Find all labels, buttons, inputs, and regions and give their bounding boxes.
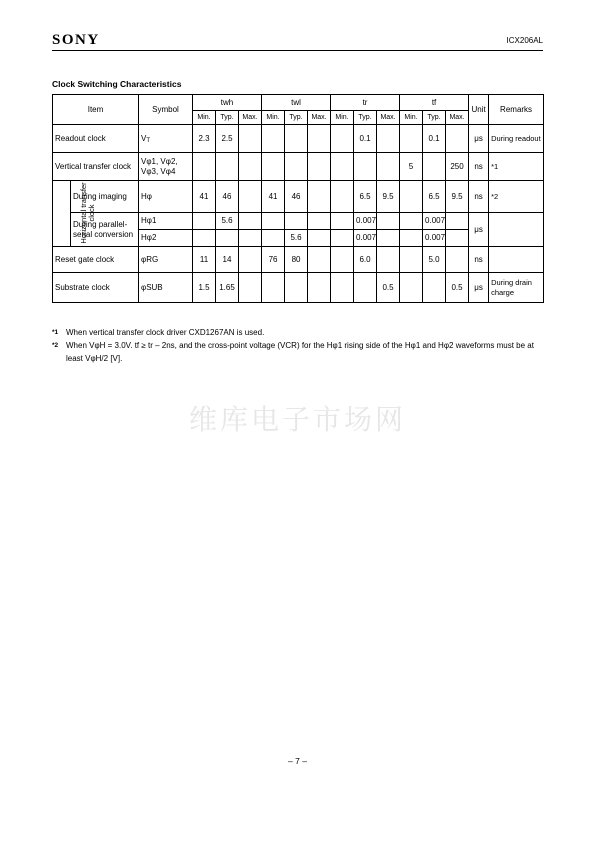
value-cell [354, 273, 377, 303]
row-symbol: Vφ1, Vφ2, Vφ3, Vφ4 [139, 153, 193, 181]
value-cell: 0.5 [446, 273, 469, 303]
page-number: – 7 – [288, 756, 307, 766]
value-cell [331, 230, 354, 247]
value-cell: 6.0 [354, 247, 377, 273]
value-cell: 5.6 [216, 213, 239, 230]
value-cell: 9.5 [377, 181, 400, 213]
row-remarks [489, 213, 544, 247]
value-cell: 11 [193, 247, 216, 273]
value-cell [400, 125, 423, 153]
value-cell: 46 [216, 181, 239, 213]
value-cell [262, 273, 285, 303]
value-cell: 6.5 [423, 181, 446, 213]
value-cell [193, 230, 216, 247]
value-cell [308, 230, 331, 247]
row-item: During imaging [71, 181, 139, 213]
value-cell [308, 125, 331, 153]
value-cell [377, 230, 400, 247]
value-cell [262, 213, 285, 230]
footnote-mark: *2 [52, 342, 59, 349]
value-cell [331, 247, 354, 273]
horizontal-group-label-text: Horizontal transfer clock [79, 182, 96, 244]
value-cell: 0.1 [423, 125, 446, 153]
table-body [53, 95, 544, 303]
table-row [53, 247, 544, 273]
table-row [53, 213, 544, 230]
footnote-mark: *1 [52, 329, 59, 336]
value-cell [239, 230, 262, 247]
row-unit: ns [469, 181, 489, 213]
value-cell [446, 125, 469, 153]
value-cell [400, 213, 423, 230]
row-item: Substrate clock [53, 273, 139, 303]
part-number: ICX206AL [506, 36, 543, 45]
value-cell [308, 181, 331, 213]
value-cell: 2.3 [193, 125, 216, 153]
value-cell [262, 125, 285, 153]
table-row [53, 153, 544, 181]
value-cell: 9.5 [446, 181, 469, 213]
value-cell [216, 153, 239, 181]
row-symbol: Hφ [139, 181, 193, 213]
value-cell [331, 153, 354, 181]
row-symbol [139, 125, 193, 153]
value-cell: 0.5 [377, 273, 400, 303]
value-cell: 0.1 [354, 125, 377, 153]
footnote [52, 339, 552, 365]
col-header-twl: twl [262, 95, 331, 111]
value-cell [285, 213, 308, 230]
value-cell [239, 247, 262, 273]
value-cell [331, 273, 354, 303]
table-row [53, 181, 544, 213]
value-cell [446, 213, 469, 230]
col-header-typ: Typ. [285, 111, 308, 125]
value-cell [193, 153, 216, 181]
row-remarks: During drain charge [489, 273, 544, 303]
value-cell: 41 [262, 181, 285, 213]
value-cell: 76 [262, 247, 285, 273]
value-cell [377, 213, 400, 230]
row-unit: μs [469, 213, 489, 247]
row-item: Readout clock [53, 125, 139, 153]
value-cell: 14 [216, 247, 239, 273]
symbol-main: V [141, 133, 147, 143]
row-symbol: φRG [139, 247, 193, 273]
value-cell: 6.5 [354, 181, 377, 213]
value-cell: 41 [193, 181, 216, 213]
col-header-item: Item [53, 95, 139, 125]
col-header-remarks: Remarks [489, 95, 544, 125]
value-cell [308, 247, 331, 273]
col-header-min: Min. [193, 111, 216, 125]
col-header-twh: twh [193, 95, 262, 111]
col-header-max: Max. [446, 111, 469, 125]
value-cell [285, 273, 308, 303]
horizontal-group-label [53, 181, 96, 247]
value-cell [400, 230, 423, 247]
value-cell: 46 [285, 181, 308, 213]
value-cell [308, 273, 331, 303]
value-cell [285, 153, 308, 181]
value-cell: 0.007 [423, 230, 446, 247]
row-item: Reset gate clock [53, 247, 139, 273]
row-unit: μs [469, 125, 489, 153]
value-cell [262, 153, 285, 181]
value-cell [377, 153, 400, 181]
value-cell [285, 125, 308, 153]
col-header-min: Min. [262, 111, 285, 125]
table-row [53, 125, 544, 153]
clock-switching-table [52, 94, 544, 303]
brand-logo: SONY [52, 32, 100, 48]
row-unit: ns [469, 153, 489, 181]
value-cell: 1.65 [216, 273, 239, 303]
value-cell: 80 [285, 247, 308, 273]
row-remarks: *1 [489, 153, 544, 181]
col-header-typ: Typ. [354, 111, 377, 125]
value-cell [354, 153, 377, 181]
col-header-unit: Unit [469, 95, 489, 125]
header-rule [52, 50, 543, 51]
watermark: 维库电子市场网 [188, 403, 406, 436]
symbol-subscript: T [146, 137, 151, 144]
row-item: Vertical transfer clock [53, 153, 139, 181]
footnote-text: When vertical transfer clock driver CXD1267AN is used. [66, 328, 265, 337]
row-symbol: φSUB [139, 273, 193, 303]
value-cell: 0.007 [354, 213, 377, 230]
section-title: Clock Switching Characteristics [52, 79, 182, 89]
value-cell [400, 247, 423, 273]
value-cell: 250 [446, 153, 469, 181]
row-unit: μs [469, 273, 489, 303]
col-header-max: Max. [239, 111, 262, 125]
col-header-min: Min. [400, 111, 423, 125]
col-header-max: Max. [377, 111, 400, 125]
value-cell [239, 153, 262, 181]
col-header-symbol: Symbol [139, 95, 193, 125]
value-cell [400, 273, 423, 303]
value-cell [377, 247, 400, 273]
value-cell [239, 273, 262, 303]
col-header-typ: Typ. [216, 111, 239, 125]
row-remarks: During readout [489, 125, 544, 153]
value-cell [193, 213, 216, 230]
footnote [52, 326, 552, 339]
value-cell [308, 153, 331, 181]
col-header-max: Max. [308, 111, 331, 125]
col-header-tf: tf [400, 95, 469, 111]
value-cell: 5.0 [423, 247, 446, 273]
value-cell [216, 230, 239, 247]
value-cell [262, 230, 285, 247]
value-cell [308, 213, 331, 230]
row-symbol: Hφ1 [139, 213, 193, 230]
value-cell [400, 181, 423, 213]
value-cell [446, 230, 469, 247]
value-cell: 0.007 [423, 213, 446, 230]
row-item: During parallel-serial conversion [71, 213, 139, 247]
value-cell [239, 181, 262, 213]
value-cell [239, 125, 262, 153]
value-cell [423, 153, 446, 181]
value-cell [446, 247, 469, 273]
value-cell [331, 213, 354, 230]
value-cell [331, 181, 354, 213]
value-cell: 1.5 [193, 273, 216, 303]
footnote-text: When VφH = 3.0V. tf ≥ tr – 2ns, and the cross-point voltage (VCR) for the Hφ1 rising side of the Hφ1 and Hφ2 waveforms must be at least VφH/2 [V]. [66, 341, 534, 363]
table-row [53, 273, 544, 303]
value-cell [331, 125, 354, 153]
col-header-typ: Typ. [423, 111, 446, 125]
value-cell: 5.6 [285, 230, 308, 247]
col-header-tr: tr [331, 95, 400, 111]
value-cell: 0.007 [354, 230, 377, 247]
row-unit: ns [469, 247, 489, 273]
footnotes [52, 326, 552, 365]
row-symbol: Hφ2 [139, 230, 193, 247]
value-cell [423, 273, 446, 303]
header-row [53, 95, 544, 111]
value-cell [239, 213, 262, 230]
value-cell [377, 125, 400, 153]
row-remarks: *2 [489, 181, 544, 213]
value-cell: 2.5 [216, 125, 239, 153]
col-header-min: Min. [331, 111, 354, 125]
value-cell: 5 [400, 153, 423, 181]
row-remarks [489, 247, 544, 273]
